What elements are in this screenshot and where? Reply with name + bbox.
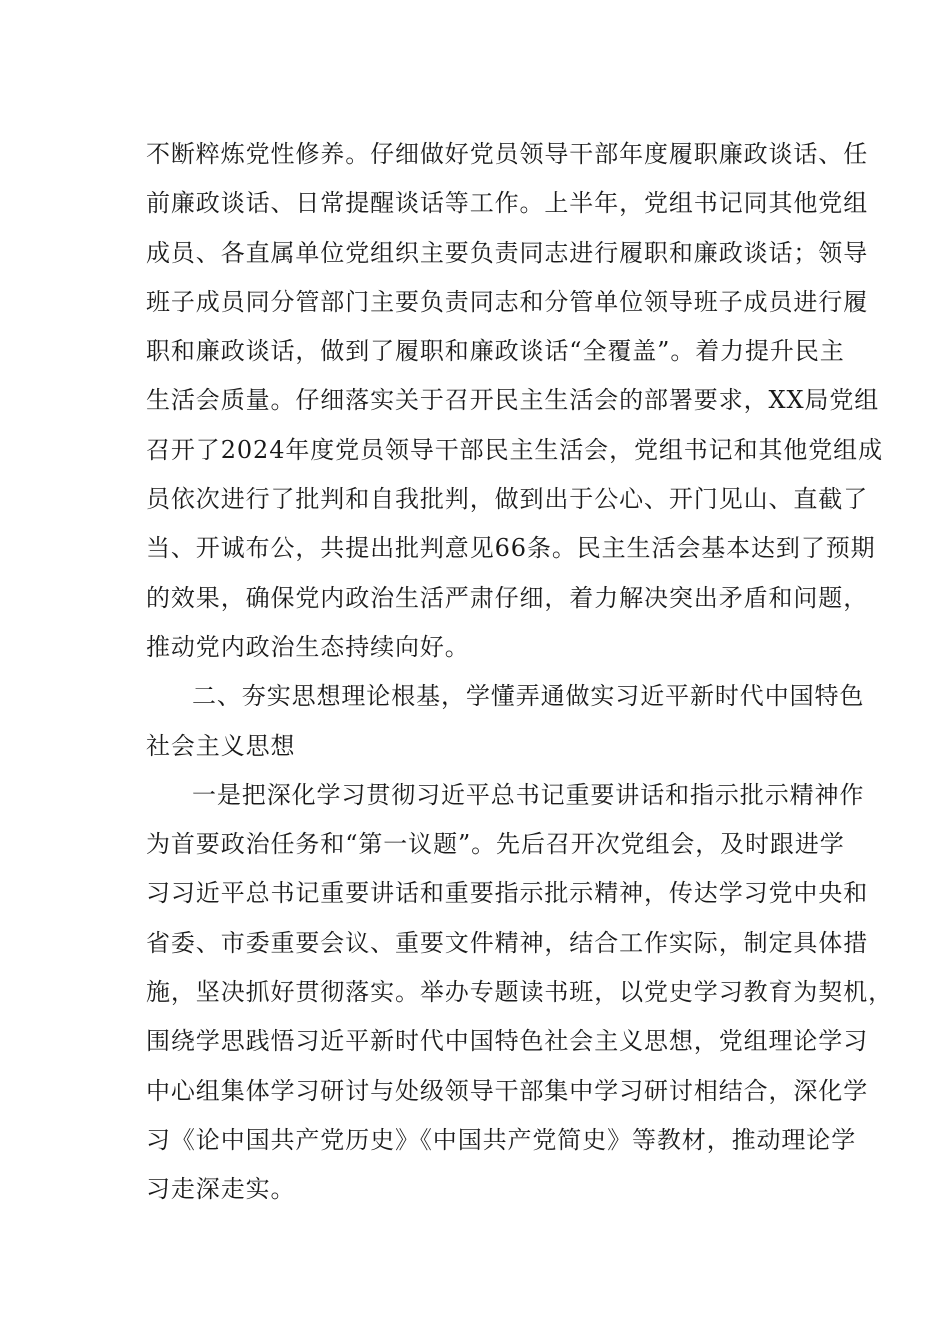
- text-line: 一是把深化学习贯彻习近平总书记重要讲话和指示批示精神作: [192, 780, 865, 809]
- paragraph-study: [146, 771, 893, 1215]
- text-line: 习《论中国共产党历史》《中国共产党简史》等教材，推动理论学: [146, 1125, 857, 1154]
- text-line: 习习近平总书记重要讲话和重要指示批示精神，传达学习党中央和: [146, 879, 869, 908]
- text-line: 省委、市委重要会议、重要文件精神，结合工作实际，制定具体措: [146, 928, 869, 957]
- text-line: 召开了2024年度党员领导干部民主生活会，党组书记和其他党组成: [146, 435, 883, 464]
- text-line: 为首要政治任务和“第一议题”。先后召开次党组会，及时跟进学: [146, 830, 845, 859]
- text-line: 习走深走实。: [146, 1175, 296, 1204]
- text-line: 施，坚决抓好贯彻落实。举办专题读书班，以党史学习教育为契机，: [146, 978, 893, 1007]
- section-two-heading: [146, 672, 865, 771]
- heading-line: 社会主义思想: [146, 731, 296, 760]
- text-line: 员依次进行了批判和自我批判，做到出于公心、开门见山、直截了: [146, 485, 869, 514]
- text-line: 当、开诚布公，共提出批判意见66条。民主生活会基本达到了预期: [146, 534, 876, 563]
- text-line: 的效果，确保党内政治生活严肃仔细，着力解决突出矛盾和问题，: [146, 583, 869, 612]
- text-line: 班子成员同分管部门主要负责同志和分管单位领导班子成员进行履: [146, 287, 869, 316]
- heading-line: 二、夯实思想理论根基，学懂弄通做实习近平新时代中国特色: [192, 682, 865, 711]
- document-body: [146, 130, 893, 1215]
- paragraph-party-life: [146, 130, 883, 672]
- text-line: 不断粹炼党性修养。仔细做好党员领导干部年度履职廉政谈话、任: [146, 140, 869, 168]
- text-line: 中心组集体学习研讨与处级领导干部集中学习研讨相结合，深化学: [146, 1076, 869, 1105]
- text-line: 围绕学思践悟习近平新时代中国特色社会主义思想，党组理论学习: [146, 1027, 869, 1056]
- text-line: 推动党内政治生态持续向好。: [146, 632, 470, 661]
- text-line: 前廉政谈话、日常提醒谈话等工作。上半年，党组书记同其他党组: [146, 189, 869, 218]
- text-line: 成员、各直属单位党组织主要负责同志进行履职和廉政谈话；领导: [146, 238, 869, 267]
- text-line: 职和廉政谈话，做到了履职和廉政谈话“全覆盖”。着力提升民主: [146, 337, 845, 366]
- text-line: 生活会质量。仔细落实关于召开民主生活会的部署要求，XX局党组: [146, 386, 880, 415]
